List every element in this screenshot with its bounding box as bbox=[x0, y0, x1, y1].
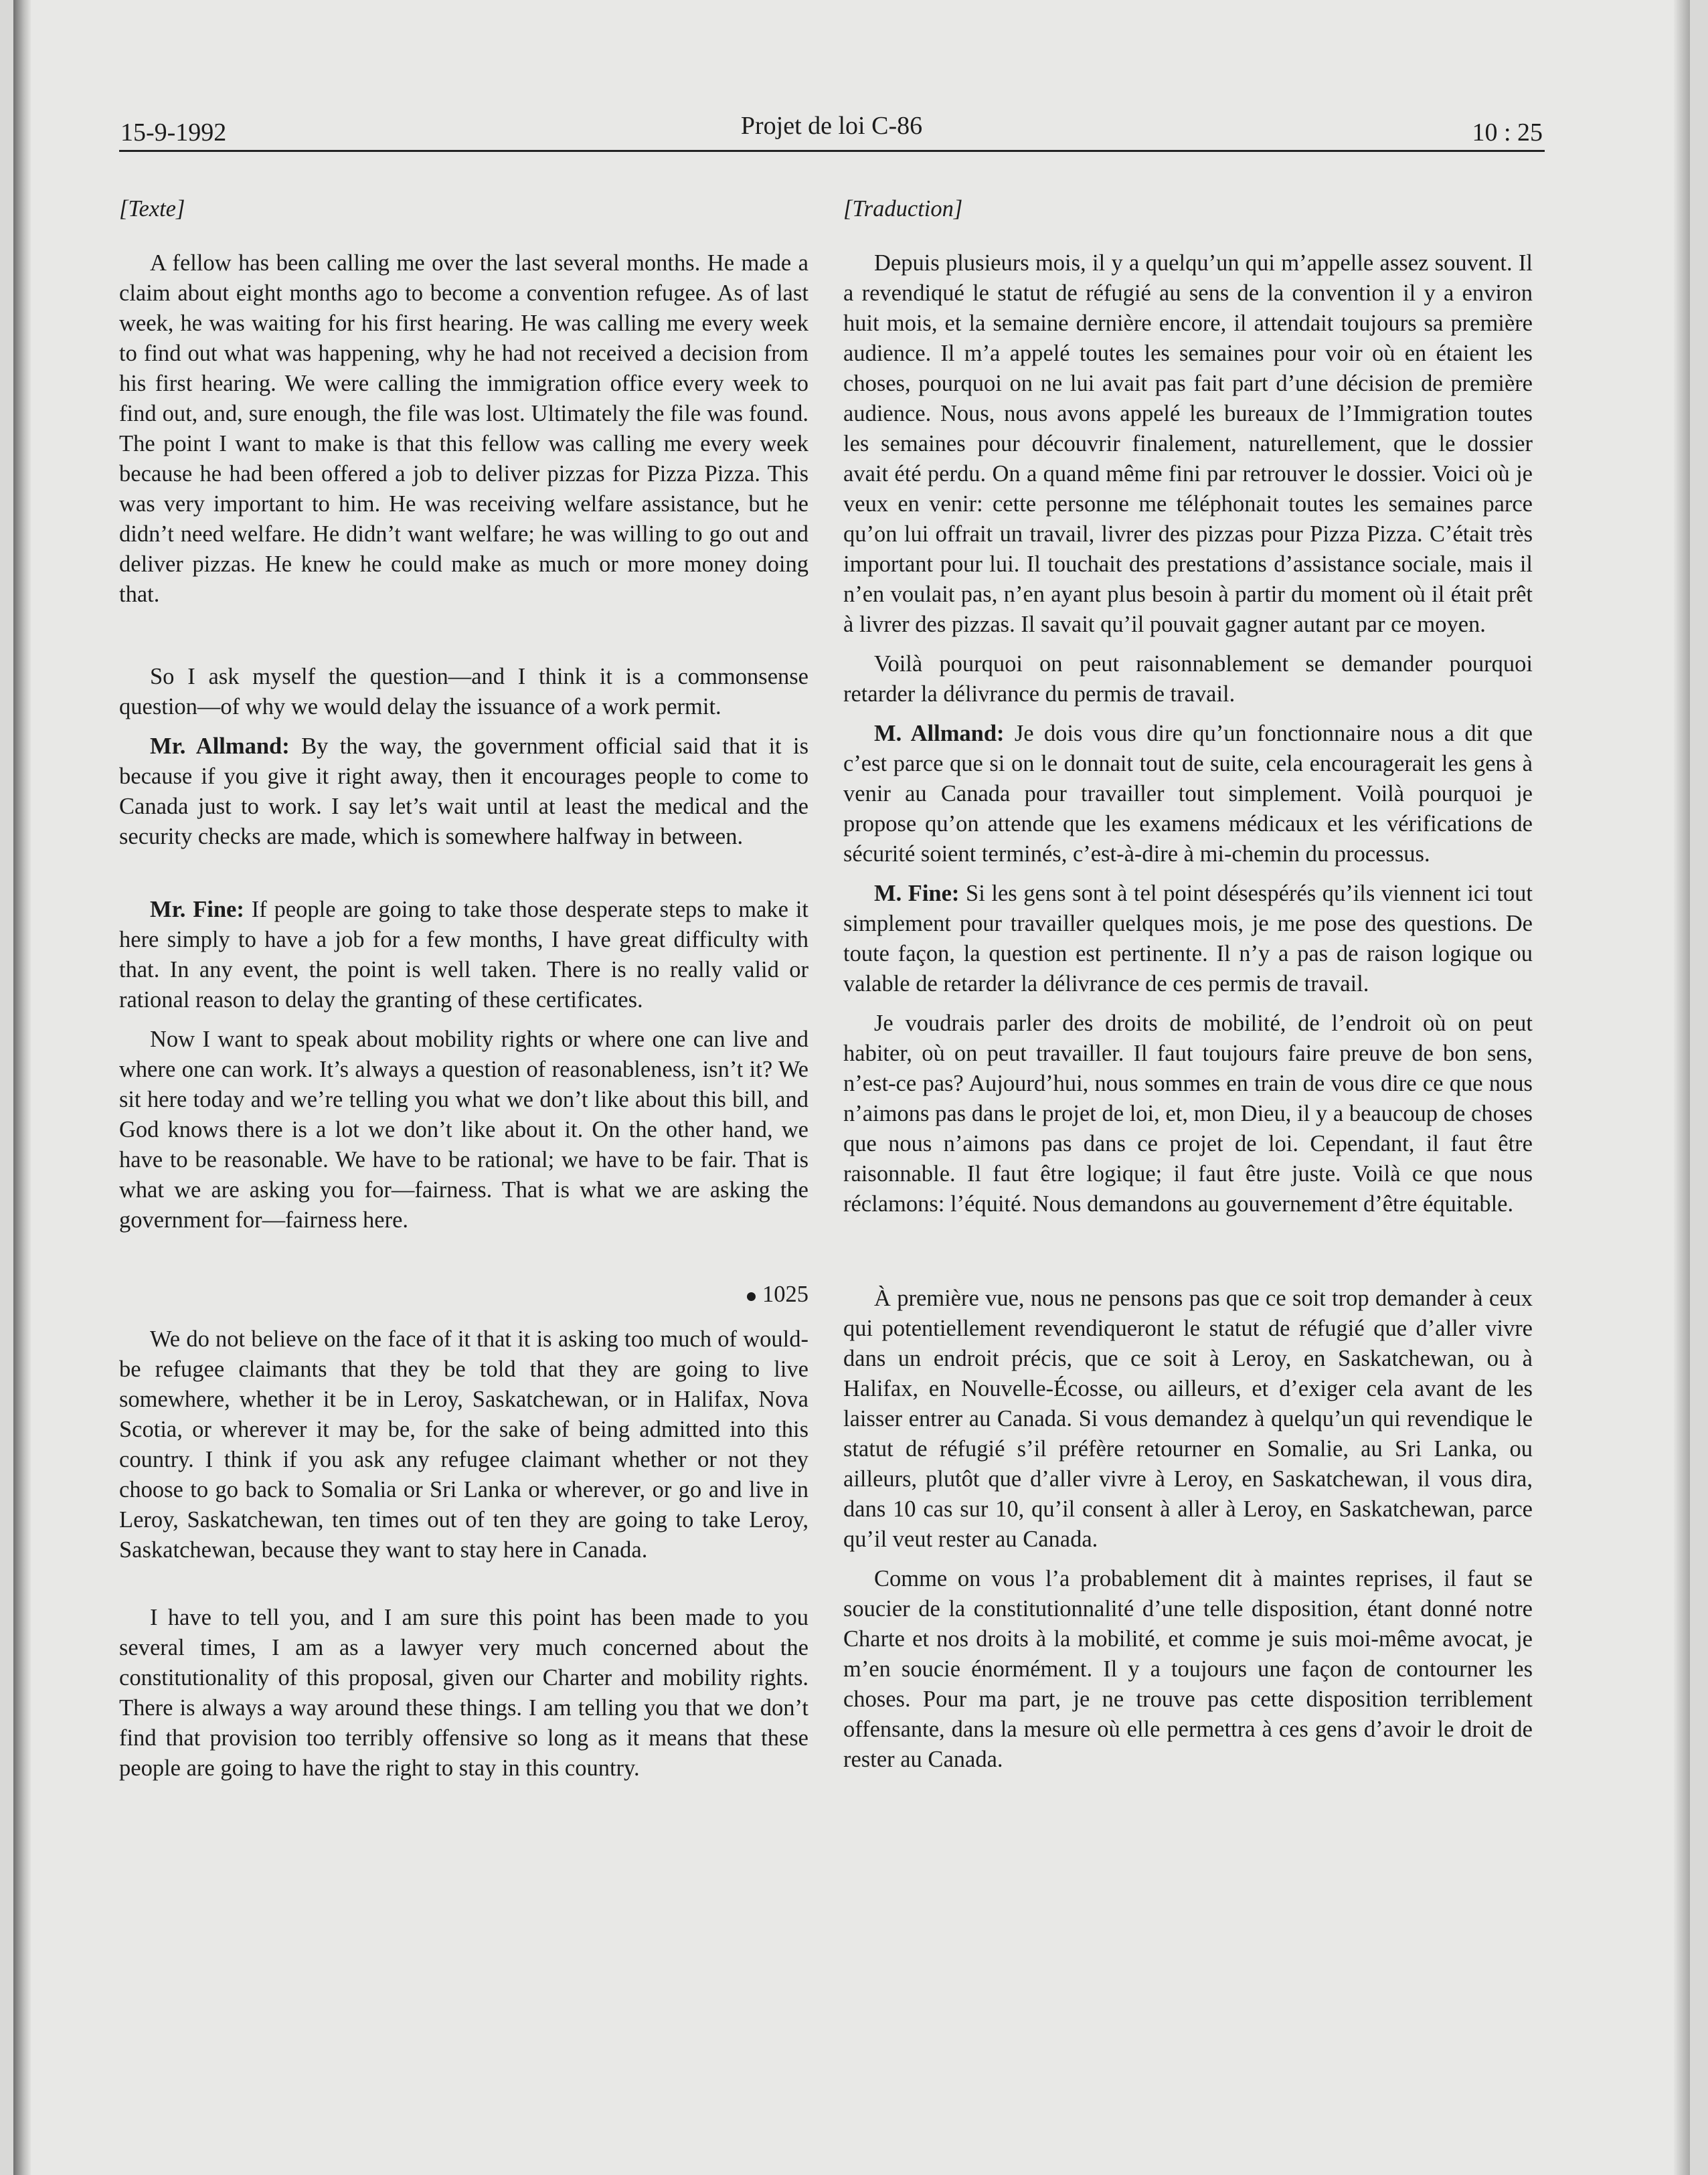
english-column bbox=[119, 194, 808, 1793]
running-header bbox=[120, 107, 1543, 151]
time-marker-label: 1025 bbox=[762, 1282, 808, 1307]
french-column bbox=[843, 194, 1533, 1784]
column-label: [Texte] bbox=[119, 196, 185, 222]
header-date: 15-9-1992 bbox=[120, 118, 227, 147]
paragraph: À première vue, nous ne pensons pas que ce soit trop demander à ceux qui potentiellement revendiqueront le statut de réfugié que d’aller vivre dans un endroit précis, que ce soit à Leroy, en Saskatchewan, ou à Halifax, en Nouvelle-Écosse, ou ailleurs, et d’exiger cela avant de les laisser entrer au Canada. Si vous demandez à quelqu’un qui revendique le statut de réfugié s’il préfère retourner en Somalie, au Sri Lanka, ou ailleurs, plutôt que d’aller vivre à Leroy, en Saskatchewan, il vous dira, dans 10 cas sur 10, qu’il consent à aller à Leroy, en Saskatchewan, parce qu’il veut rester au Canada. bbox=[843, 1286, 1533, 1552]
paragraph bbox=[843, 719, 1533, 869]
paragraph: Voilà pourquoi on peut raisonnablement se demander pourquoi retarder la délivrance du permis de travail. bbox=[843, 651, 1533, 707]
time-marker bbox=[119, 1280, 808, 1310]
paragraph: Depuis plusieurs mois, il y a quelqu’un qui m’appelle assez souvent. Il a revendiqué le statut de réfugié au sens de la convention il y a environ huit mois, et la semaine dernière encore, il attendait toujours sa première audience. Il m’a appelé toutes les semaines pour voir où en étaient les choses, pourquoi on ne lui avait pas fait part d’une décision de première audience. Nous, nous avons appelé les bureaux de l’Immigration toutes les semaines pour découvrir finalement, naturellement, que le dossier avait été perdu. On a quand même fini par retrouver le dossier. Voici où je veux en venir: cette personne me téléphonait toutes les semaines parce qu’on lui offrait un travail, livrer des pizzas pour Pizza Pizza. C’était très important pour lui. Il touchait des prestations d’assistance sociale, mais il n’en voulait pas, n’en ayant plus besoin à partir du moment où il était prêt à livrer des pizzas. Il savait qu’il pouvait gagner autant par ce moyen. bbox=[843, 250, 1533, 637]
paragraph: I have to tell you, and I am sure this point has been made to you several times, I am as a lawyer very much concerned about the constitutionality of this proposal, given our Charter and mobility rights. There is always a way around these things. I am telling you that we don’t find that provision too terribly offensive so long as it means that these people are going to have the right to stay in this country. bbox=[119, 1605, 808, 1781]
binding-shadow bbox=[13, 0, 31, 2175]
paragraph: Je voudrais parler des droits de mobilité, de l’endroit où on peut habiter, où on peut travailler. Il faut toujours faire preuve de bon sens, n’est-ce pas? Aujourd’hui, nous sommes en train de vous dire ce que nous n’aimons pas dans le projet de loi, et, mon Dieu, il y a beaucoup de choses que nous n’aimons pas dans ce projet de loi. Cependant, il faut être raisonnable. Il faut être logique; il faut être juste. Voilà ce que nous réclamons: l’équité. Nous demandons au gouvernement d’être équitable. bbox=[843, 1011, 1533, 1217]
speech-text: By the way, the government official said that it is because if you give it right away, then it encourages people to come to Canada just to work. I say let’s wait until at least the medical and the security checks are made, which is somewhere halfway in between. bbox=[119, 733, 808, 849]
column-label: [Traduction] bbox=[843, 196, 963, 222]
paragraph bbox=[119, 731, 808, 852]
speaker-name: Mr. Allmand: bbox=[150, 733, 290, 759]
paragraph: We do not believe on the face of it that it is asking too much of would-be refugee claimants that they be told that they are going to live somewhere, whether it be in Leroy, Saskatchewan, or in Halifax, Nova Scotia, or wherever it may be, for the sake of being admitted into this country. I think if you ask any refugee claimant whether or not they choose to go back to Somalia or Sri Lanka or wherever, or go and live in Leroy, Saskatchewan, ten times out of ten they are going to take Leroy, Saskatchewan, because they want to stay here in Canada. bbox=[119, 1326, 808, 1563]
header-page-number: 10 : 25 bbox=[1472, 118, 1543, 147]
speech-text: If people are going to take those desperate steps to make it here simply to have a job for a few months, I have great difficulty with that. In any event, the point is well taken. There is no really valid or rational reason to delay the granting of these certificates. bbox=[119, 897, 808, 1013]
speaker-name: M. Fine: bbox=[874, 881, 960, 906]
speaker-name: Mr. Fine: bbox=[150, 897, 244, 922]
paragraph: Now I want to speak about mobility rights or where one can live and where one can work. It’s always a question of reasonableness, isn’t it? We sit here today and we’re telling you what we don’t like about this bill, and God knows there is a lot we don’t like about it. On the other hand, we have to be reasonable. We have to be rational; we have to be fair. That is what we are asking you for—fairness. That is what we are asking the government for—fairness here. bbox=[119, 1027, 808, 1233]
speaker-name: M. Allmand: bbox=[874, 721, 1005, 746]
page-edge bbox=[1674, 0, 1690, 2175]
paragraph: Comme on vous l’a probablement dit à maintes reprises, il faut se soucier de la constitutionnalité d’une telle disposition, étant donné notre Charte et nos droits à la mobilité, et comme je suis moi-même avocat, je m’en soucie énormément. Il y a toujours une façon de contourner les choses. Pour ma part, je ne trouve pas cette disposition terriblement offensante, dans la mesure où elle permettra à ces gens d’avoir le droit de rester au Canada. bbox=[843, 1566, 1533, 1772]
speech-text: Je dois vous dire qu’un fonctionnaire nous a dit que c’est parce que si on le donnait tout de suite, cela encouragerait les gens à venir au Canada pour travailler tout simplement. Voilà pourquoi je propose qu’on attende que les examens médicaux et les vérifications de sécurité soient terminés, c’est-à-dire à mi-chemin du processus. bbox=[843, 721, 1533, 867]
speech-text: Si les gens sont à tel point désespérés qu’ils viennent ici tout simplement pour travailler quelques mois, je me pose des questions. De toute façon, la question est pertinente. Il n’y a pas de raison logique ou valable de retarder la délivrance de ces permis de travail. bbox=[843, 881, 1533, 996]
paragraph: So I ask myself the question—and I think it is a commonsense question—of why we would delay the issuance of a work permit. bbox=[119, 664, 808, 719]
paragraph: A fellow has been calling me over the last several months. He made a claim about eight months ago to become a convention refugee. As of last week, he was waiting for his first hearing. He was calling me every week to find out what was happening, why he had not received a decision from his first hearing. We were calling the immigration office every week to find out, and, sure enough, the file was lost. Ultimately the file was found. The point I want to make is that this fellow was calling me every week because he had been offered a job to deliver pizzas for Pizza Pizza. This was very important to him. He was receiving welfare assistance, but he didn’t need welfare. He didn’t want welfare; he was willing to go out and deliver pizzas. He knew he could make as much or more money doing that. bbox=[119, 250, 808, 607]
header-rule bbox=[119, 150, 1545, 152]
paragraph bbox=[119, 895, 808, 1015]
paragraph bbox=[843, 879, 1533, 999]
document-page bbox=[13, 0, 1690, 2175]
header-title: Projet de loi C-86 bbox=[740, 112, 923, 140]
bullet-icon bbox=[747, 1292, 756, 1301]
